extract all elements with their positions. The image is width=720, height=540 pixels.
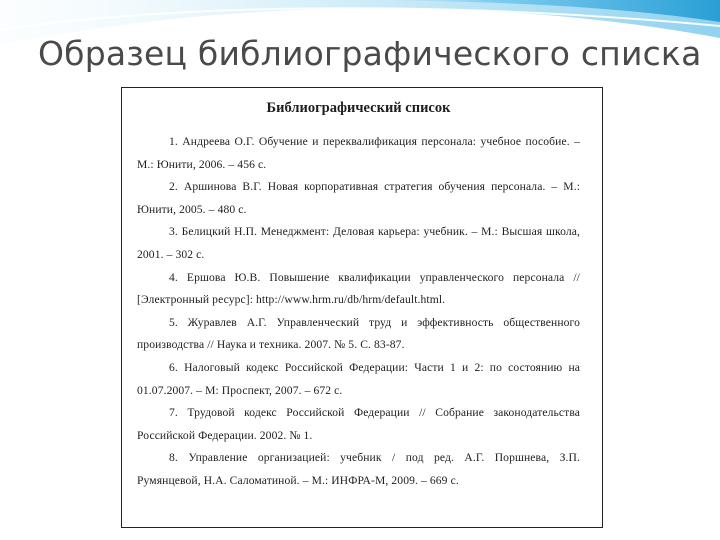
bibliography-entry — [137, 176, 580, 221]
entry-number: 1. — [169, 135, 178, 148]
entry-text: Белицкий Н.П. Менеджмент: Деловая карьера: учебник. – М.: Высшая школа, 2001. – 302 с. — [137, 225, 580, 261]
entry-text: Управление организацией: учебник / под ред. А.Г. Поршнева, З.П. Румянцевой, Н.А. Саломатиной. – М.: ИНФРА-М, 2009. – 669 с. — [137, 451, 581, 487]
entry-number: 5. — [169, 315, 178, 329]
entry-number: 6. — [169, 360, 178, 374]
entry-number: 7. — [169, 406, 178, 420]
entry-text: Журавлев А.Г. Управленческий труд и эффективность общественного производства // Наука и техника. 2007. № 5. С. 83-87. — [137, 315, 580, 352]
bibliography-entry — [137, 402, 580, 447]
entry-number: 3. — [169, 225, 178, 239]
bibliography-entry — [137, 267, 580, 312]
bibliography-entry — [137, 312, 580, 357]
entry-text: Аршинова В.Г. Новая корпоративная стратегия обучения персонала. – М.: Юнити, 2005. – 480 с. — [137, 180, 581, 216]
document-heading: Библиографический список — [266, 100, 451, 116]
entry-text: Налоговый кодекс Российской Федерации: Части 1 и 2: по состоянию на 01.07.2007. – М: Проспект, 2007. – 672 с. — [137, 360, 581, 397]
entry-text: Ершова Ю.В. Повышение квалификации управленческого персонала // [Электронный ресурс]: http://www.hrm.ru/db/hrm/default.html. — [137, 270, 580, 307]
bibliography-entry — [137, 357, 580, 402]
bibliography-entry — [137, 131, 580, 176]
entry-text: Трудовой кодекс Российской Федерации // Собрание законодательства Российской Федерации. 2002. № 1. — [137, 406, 581, 442]
document-image — [121, 87, 603, 528]
slide-title: Образец библиографического списка — [38, 34, 702, 73]
entry-number: 8. — [169, 451, 178, 465]
bibliography-entry — [137, 447, 580, 492]
bibliography-list — [137, 131, 580, 493]
entry-number: 4. — [169, 270, 178, 284]
entry-number: 2. — [169, 180, 178, 194]
entry-text: Андреева О.Г. Обучение и переквалификация персонала: учебное пособие. – М.: Юнити, 2006. – 456 с. — [137, 135, 581, 171]
bibliography-entry — [137, 221, 580, 266]
